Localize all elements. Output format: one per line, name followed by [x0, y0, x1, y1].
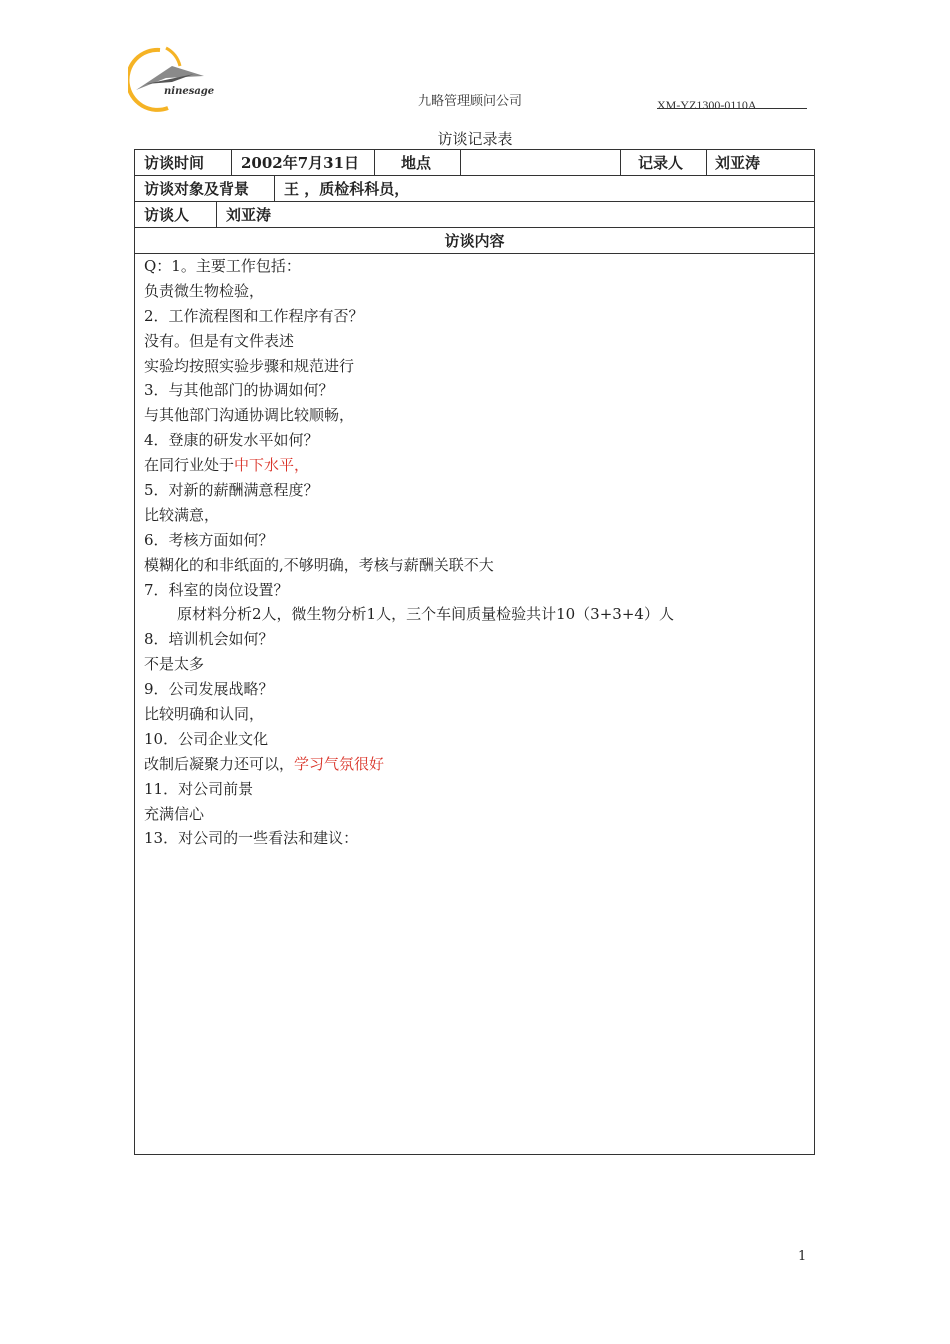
content-line: 5．对新的薪酬满意程度？ [144, 481, 319, 500]
content-line [144, 453, 805, 478]
content-line: 比较满意， [144, 505, 220, 524]
content-line: 不是太多 [144, 655, 205, 674]
interview-form [134, 149, 815, 1155]
company-name: 九略管理顾问公司 [418, 94, 523, 109]
content-text: 在同行业处于 [144, 456, 235, 475]
content-heading: 访谈内容 [444, 232, 505, 250]
content-line: 实验均按照实验步骤和规范进行 [144, 356, 355, 375]
form-row-subject [135, 176, 814, 202]
time-value: 2002年7月31日 [231, 150, 374, 175]
interview-content [144, 254, 805, 851]
content-line: 充满信心 [144, 804, 205, 823]
content-line: 6．考核方面如何？ [144, 530, 274, 549]
subject-value: 王 ，质检科科员， [274, 176, 814, 201]
form-row-content-heading [135, 228, 814, 254]
content-line: 11．对公司前景 [144, 779, 254, 798]
content-text: 改制后凝聚力还可以， [144, 754, 295, 773]
recorder-value: 刘亚涛 [706, 150, 814, 175]
content-line: 与其他部门沟通协调比较顺畅， [144, 406, 355, 425]
document-number: XM-YZ1300-0110A [657, 96, 807, 109]
content-line: 比较明确和认同， [144, 705, 265, 724]
company-logo [128, 44, 238, 114]
place-value [460, 150, 620, 175]
form-row-interviewer [135, 202, 814, 228]
content-line: 9．公司发展战略？ [144, 680, 274, 699]
content-line: 没有。但是有文件表述 [144, 331, 295, 350]
interviewer-label: 访谈人 [144, 206, 190, 224]
highlighted-text: 学习气氛很好 [294, 754, 385, 773]
content-line: 7．科室的岗位设置？ [144, 580, 289, 599]
content-line: 4．登康的研发水平如何？ [144, 431, 319, 450]
content-line: 模糊化的和非纸面的,不够明确，考核与薪酬关联不大 [144, 555, 494, 574]
subject-label: 访谈对象及背景 [144, 180, 250, 198]
ninesage-logo-icon [128, 44, 238, 114]
form-row-time [135, 150, 814, 176]
page-number: 1 [798, 1249, 807, 1264]
highlighted-text: 中下水平， [234, 456, 310, 475]
content-line: 原材料分析2人，微生物分析1人，三个车间质量检验共计10（3+3+4）人 [177, 605, 674, 624]
content-line: 3．与其他部门的协调如何？ [144, 381, 334, 400]
content-line: 10．公司企业文化 [144, 729, 269, 748]
content-line: 8．培训机会如何？ [144, 630, 274, 649]
content-line: Q：1。主要工作包括： [144, 257, 301, 275]
content-line: 2．工作流程图和工作程序有否？ [144, 306, 364, 325]
logo-text: ninesage [164, 86, 215, 97]
document-title: 访谈记录表 [437, 130, 513, 148]
recorder-label: 记录人 [620, 150, 706, 175]
interviewer-value: 刘亚涛 [216, 202, 814, 227]
time-label: 访谈时间 [144, 154, 205, 172]
content-line [144, 752, 805, 777]
place-label: 地点 [374, 150, 460, 175]
content-line: 负责微生物检验， [144, 281, 265, 300]
content-line: 13．对公司的一些看法和建议： [144, 829, 359, 848]
